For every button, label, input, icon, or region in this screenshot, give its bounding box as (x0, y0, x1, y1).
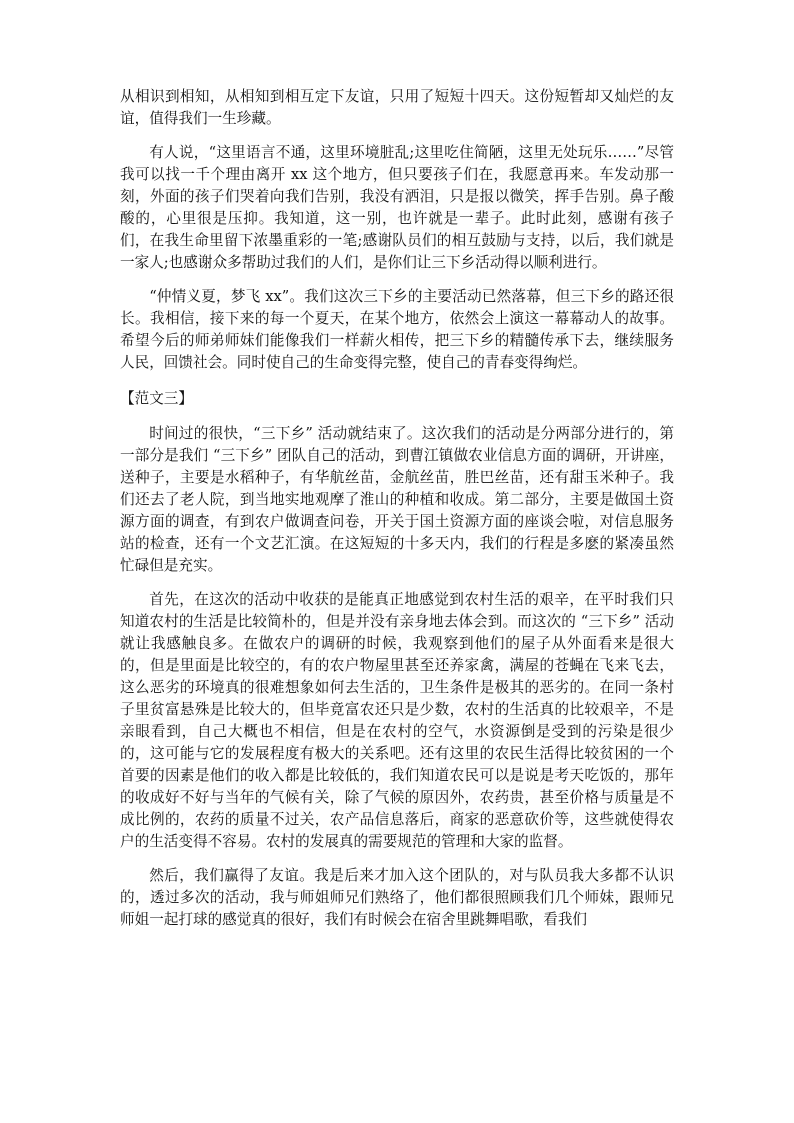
document-page (120, 86, 674, 931)
paragraph-conclusion: “仲情义夏，梦飞 xx”。我们这次三下乡的主要活动已然落幕，但三下乡的路还很长。我相信，接下来的每一个夏天，在某个地方，依然会上演这一幕幕动人的故事。希望今后的师弟师妹们能像我们一样薪火相传，把三下乡的精髓传承下去，继续服务人民，回馈社会。同时使自己的生命变得完整，使自己的青春变得绚烂。 (120, 288, 674, 371)
section-heading: 【范文三】 (120, 390, 193, 407)
paragraph-friendship-closing: 从相识到相知，从相知到相互定下友谊，只用了短短十四天。这份短暂却又灿烂的友谊，值得我们一生珍藏。 (120, 88, 674, 127)
paragraph-activity-overview: 时间过的很快，“三下乡” 活动就结束了。这次我们的活动是分两部分进行的，第一部分是我们 “三下乡” 团队自己的活动，到曹江镇做农业信息方面的调研，开讲座，送种子，主要是水稻种子，有华航丝苗，金航丝苗，胜巴丝苗，还有甜玉米种子。我们还去了老人院，到当地实地观摩了淮山的种植和收成。第二部分，主要是做国土资源方面的调查，有到农户做调查问卷，开关于国土资源方面的座谈会啦，对信息服务站的检查，还有一个文艺汇演。在这短短的十多天内，我们的行程是多麽的紧凑虽然忙碌但是充实。 (120, 425, 674, 574)
paragraph-rural-life: 首先，在这次的活动中收获的是能真正地感觉到农村生活的艰辛，在平时我们只知道农村的生活是比较简朴的，但是并没有亲身地去体会到。而这次的 “三下乡” 活动就让我感触良多。在做农户的调研的时候，我观察到他们的屋子从外面看来是很大的，但是里面是比较空的，有的农户物屋里甚至还养家禽，满屋的苍蝇在飞来飞去，这么恶劣的环境真的很难想象如何去生活的，卫生条件是极其的恶劣的。在同一条村子里贫富悬殊是比较大的，但毕竟富农还只是少数，农村的生活真的比较艰辛，不是亲眼看到，自己大概也不相信，但是在农村的空气，水资源倒是受到的污染是很少的，这可能与它的发展程度有极大的关系吧。还有这里的农民生活得比较贫困的一个首要的因素是他们的收入都是比较低的，我们知道农民可以是说是考天吃饭的，那年的收成好不好与当年的气候有关，除了气候的原因外，农药贵，甚至价格与质量是不成比例的，农药的质量不过关，农产品信息落后，商家的恶意砍价等，这些就使得农户的生活变得不容易。农村的发展真的需要规范的管理和大家的监督。 (120, 591, 674, 850)
paragraph-friendship: 然后，我们赢得了友谊。我是后来才加入这个团队的，对与队员我大多都不认识的，透过多次的活动，我与师姐师兄们熟络了，他们都很照顾我们几个师妹，跟师兄师姐一起打球的感觉真的很好，我们有时候会在宿舍里跳舞唱歌，看我们 (120, 867, 674, 928)
paragraph-farewell: 有人说，“这里语言不通，这里环境脏乱;这里吃住简陋，这里无处玩乐……”尽管我可以找一千个理由离开 xx 这个地方，但只要孩子们在，我愿意再来。车发动那一刻，外面的孩子们哭着向我们告别，我没有洒泪，只是报以微笑，挥手告别。鼻子酸酸的，心里很是压抑。我知道，这一别，也许就是一辈子。此时此刻，感谢有孩子们，在我生命里留下浓墨重彩的一笔;感谢队员们的相互鼓励与支持，以后，我们就是一家人;也感谢众多帮助过我们的人们，是你们让三下乡活动得以顺利进行。 (120, 144, 674, 271)
